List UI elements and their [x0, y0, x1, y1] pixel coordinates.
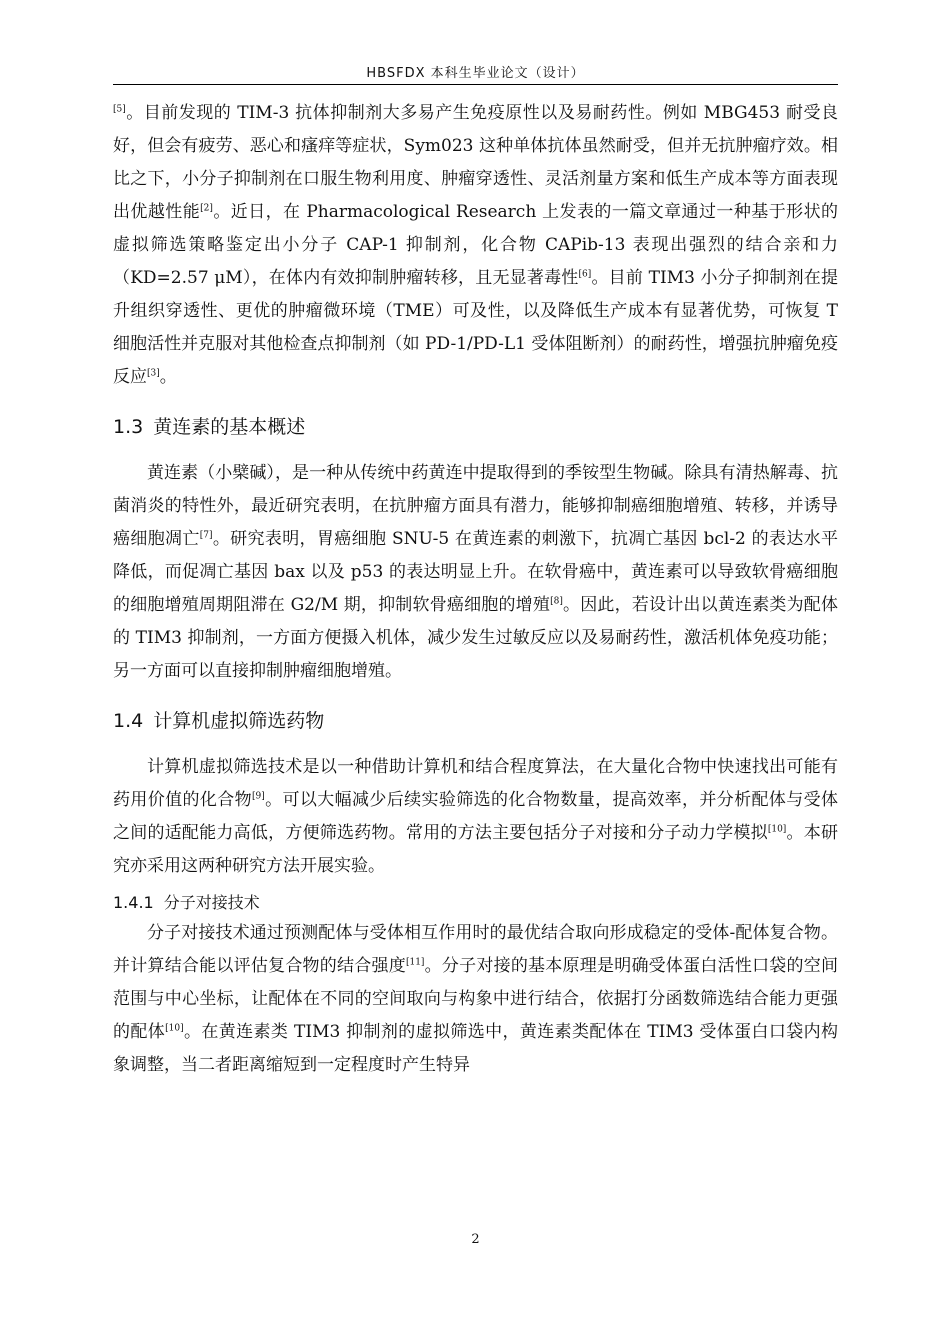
header-divider	[113, 84, 838, 85]
paragraph-text: 。在黄连素类 TIM3 抑制剂的虚拟筛选中，黄连素类配体在 TIM3 受体蛋白口袋内构象调整，当二者距离缩短到一定程度时产生特异	[113, 1022, 839, 1075]
subsection-number: 1.4.1	[113, 893, 154, 912]
citation[interactable]: [6]	[578, 269, 592, 280]
paragraph-berberine	[113, 457, 838, 688]
page-body	[113, 97, 838, 1082]
citation[interactable]: [11]	[405, 957, 425, 968]
paragraph-molecular-docking	[113, 917, 838, 1082]
section-title: 计算机虚拟筛选药物	[153, 710, 325, 732]
section-title: 黄连素的基本概述	[153, 416, 306, 438]
page-number: 2	[471, 1232, 480, 1247]
paragraph-tim3-inhibitors	[113, 97, 838, 394]
citation[interactable]: [10]	[165, 1023, 184, 1034]
citation[interactable]: [10]	[767, 824, 787, 835]
subsection-heading-1-4-1	[113, 890, 838, 916]
paragraph-text: 。近日，在 Pharmacological Research 上发表的一篇文章通过一种基于形状的虚拟筛选策略鉴定出小分子 CAP-1 抑制剂，化合物 CAPib-13 表现出强烈的结合亲和力（KD=2.57 μM），在体内有效抑制肿瘤转移，且无显著毒性	[113, 202, 838, 288]
citation[interactable]: [5]	[113, 104, 126, 115]
paragraph-text: 。研究表明，胃癌细胞 SNU-5 在黄连素的刺激下，抗凋亡基因 bcl-2 的表达水平降低，而促凋亡基因 bax 以及 p53 的表达明显上升。在软骨癌中，黄连素可以导致软骨癌细胞的细胞增殖周期阻滞在 G2/M 期，抑制软骨癌细胞的增殖	[113, 529, 839, 615]
paragraph-text: 。目前 TIM3 小分子抑制剂在提升组织穿透性、更优的肿瘤微环境（TME）可及性，以及降低生产成本有显著优势，可恢复 T 细胞活性并克服对其他检查点抑制剂（如 PD-1/PD-L1 受体阻断剂）的耐药性，增强抗肿瘤免疫反应	[113, 268, 838, 387]
paragraph-text: 。因此，若设计出以黄连素类为配体的 TIM3 抑制剂，一方面方便摄入机体，减少发生过敏反应以及易耐药性，激活机体免疫功能；另一方面可以直接抑制肿瘤细胞增殖。	[113, 595, 839, 681]
section-heading-1-3	[113, 413, 838, 441]
citation[interactable]: [2]	[200, 203, 213, 214]
running-header: HBSFDX 本科生毕业论文（设计）	[366, 66, 585, 81]
section-heading-1-4	[113, 707, 838, 735]
citation[interactable]: [9]	[251, 791, 265, 802]
paragraph-text: 。目前发现的 TIM-3 抗体抑制剂大多易产生免疫原性以及易耐药性。例如 MBG453 耐受良好，但会有疲劳、恶心和瘙痒等症状，Sym023 这种单体抗体虽然耐受，但并无抗肿瘤疗效。相比之下，小分子抑制剂在口服生物利用度、肿瘤穿透性、灵活剂量方案和低生产成本等方面表现出优越性能	[113, 103, 838, 222]
paragraph-text: 。	[159, 367, 177, 387]
paragraph-text: 计算机虚拟筛选技术是以一种借助计算机和结合程度算法，在大量化合物中快速找出可能有药用价值的化合物	[113, 757, 838, 810]
paragraph-text: 。本研究亦采用这两种研究方法开展实验。	[113, 823, 839, 876]
paragraph-text: 分子对接技术通过预测配体与受体相互作用时的最优结合取向形成稳定的受体-配体复合物。并计算结合能以评估复合物的结合强度	[113, 923, 838, 976]
paragraph-text: 。可以大幅减少后续实验筛选的化合物数量，提高效率，并分析配体与受体之间的适配能力高低，方便筛选药物。常用的方法主要包括分子对接和分子动力学模拟	[113, 790, 839, 843]
subsection-title: 分子对接技术	[163, 893, 260, 912]
citation[interactable]: [3]	[147, 368, 160, 379]
paragraph-text: 。分子对接的基本原理是明确受体蛋白活性口袋的空间范围与中心坐标，让配体在不同的空间取向与构象中进行结合，依据打分函数筛选结合能力更强的配体	[113, 956, 839, 1042]
section-number: 1.3	[113, 416, 144, 438]
paragraph-virtual-screening	[113, 751, 838, 883]
citation[interactable]: [7]	[199, 530, 213, 541]
section-number: 1.4	[113, 710, 144, 732]
citation[interactable]: [8]	[550, 596, 563, 607]
paragraph-text: 黄连素（小檗碱），是一种从传统中药黄连中提取得到的季铵型生物碱。除具有清热解毒、抗菌消炎的特性外，最近研究表明，在抗肿瘤方面具有潜力，能够抑制癌细胞增殖、转移，并诱导癌细胞凋亡	[113, 463, 838, 549]
